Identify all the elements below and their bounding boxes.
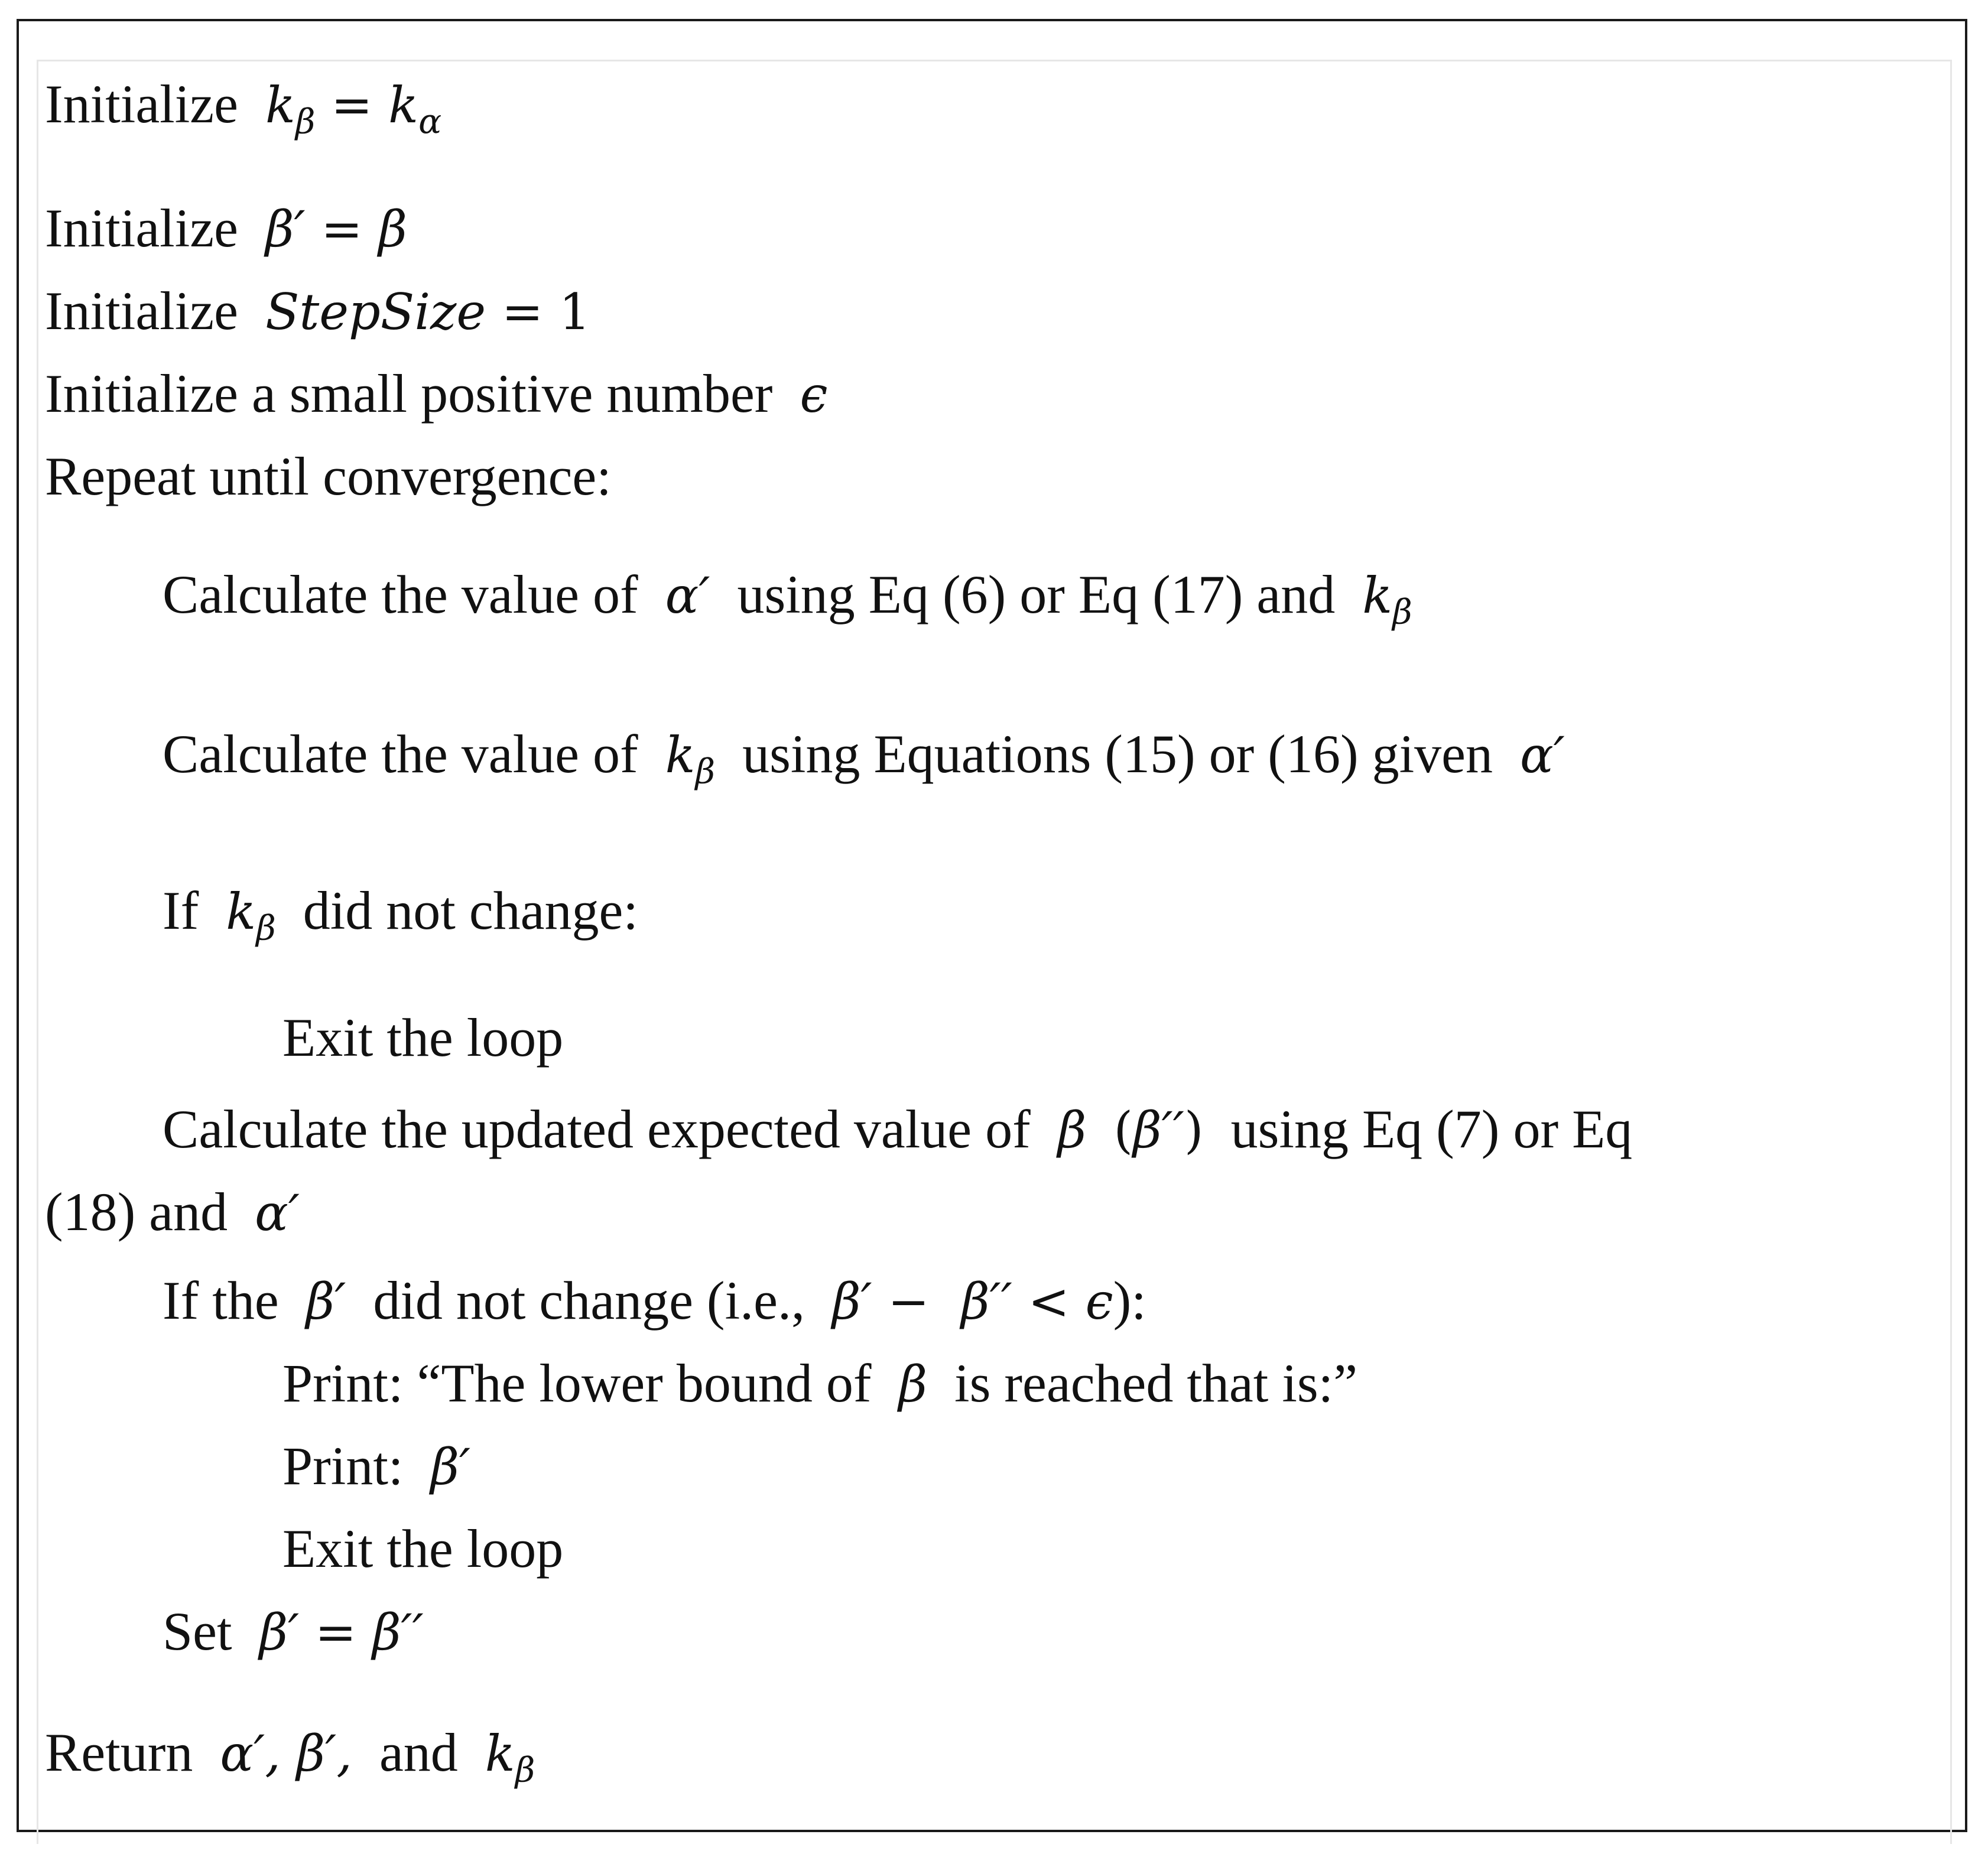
algo-line-text: Initialize: [45, 198, 238, 258]
algo-line-calc-beta-1: Calculate the updated expected value of β (β′′) using Eq (7) or Eq: [163, 1099, 1633, 1159]
algo-line-set-beta: Set β′ = β′′: [163, 1601, 424, 1661]
algo-line-print-2: Print: β′: [282, 1436, 471, 1496]
algo-line-math: ϵ: [800, 366, 828, 424]
algo-line-calc-beta-2: (18) and α′: [45, 1182, 300, 1242]
algo-line-text: Exit the loop: [282, 1007, 564, 1068]
algo-line-init-betaprime: [45, 198, 407, 258]
algo-line-init-stepsize: [45, 281, 591, 341]
algo-line-text: Initialize a small positive number: [45, 363, 773, 424]
algo-line-text: Exit the loop: [282, 1518, 564, 1579]
algo-line-print-1: Print: “The lower bound of β is reached that is:”: [282, 1353, 1358, 1413]
algo-line-repeat: [45, 446, 612, 506]
algo-line-return: Return α′, β′, and $k_\beta$: [45, 1722, 535, 1790]
algo-line-text: Repeat until convergence:: [45, 446, 612, 506]
algo-line-init-kbeta: [45, 74, 442, 142]
algo-line-init-epsilon: [45, 363, 828, 424]
algo-line-exit-2: [282, 1518, 564, 1579]
algo-line-if-betaprime: If the β′ did not change (i.e., β′ − β′′ < ϵ):: [163, 1270, 1146, 1331]
algo-line-calc-kbeta: Calculate the value of $k_\beta$ using Equations (15) or (16) given α′: [163, 724, 1565, 792]
algo-line-if-kbeta: If $k_\beta$ did not change:: [163, 880, 638, 948]
algo-line-calc-alpha: Calculate the value of α′ using Eq (6) or Eq (17) and $k_\beta$: [163, 564, 1412, 632]
algo-line-exit-1: [282, 1007, 564, 1068]
algo-line-text: Initialize: [45, 74, 238, 134]
algo-line-text: Initialize: [45, 281, 238, 341]
algo-line-math: StepSize = 1: [265, 283, 591, 341]
algo-line-math: $k_\beta = k_\alpha$: [265, 76, 442, 142]
algo-line-math: β′ = β: [265, 200, 407, 258]
